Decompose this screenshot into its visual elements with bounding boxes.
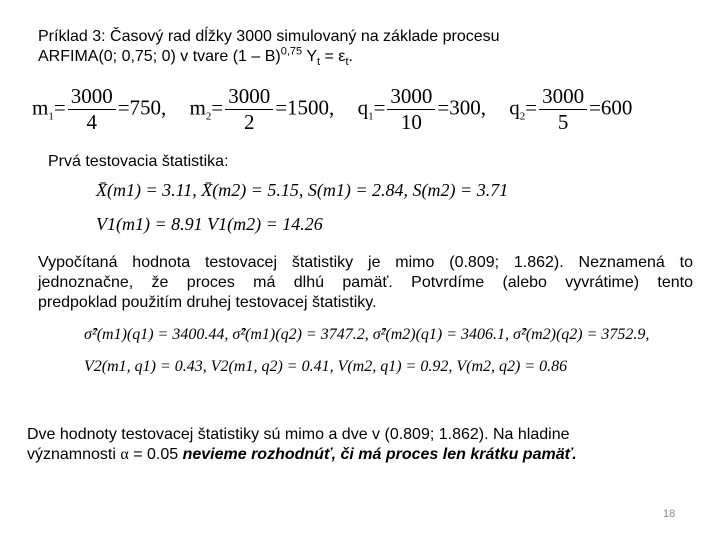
second-test-values-line: V2(m1, q1) = 0.43, V2(m1, q2) = 0.41, V(m2, q1) = 0.92, V(m2, q2) = 0.86 [84, 358, 568, 375]
alpha-symbol: α [120, 446, 129, 463]
formula-q1: $q_1=$ $\frac{3000}{10}$ =300, [357, 84, 486, 134]
title-line-2: ARFIMA(0; 0,75; 0) v tvare (1 – B)$^{0,75}$ $Y_t = \varepsilon_t$. [38, 45, 353, 69]
conclusion-paragraph: Dve hodnoty testovacej štatistiky sú mimo a dve v (0.809; 1.862). Na hladine významnosti α = 0.05 nevieme rozhodnúť, či má proces len krátku pamäť. [27, 426, 577, 463]
first-test-values-line: V1(m1) = 8.91 V1(m2) = 14.26 [96, 214, 323, 234]
first-test-stats-line: X̄(m1) = 3.11, X̄(m2) = 5.15, S(m1) = 2.84, S(m2) = 3.71 [96, 180, 509, 200]
second-test-variance-line: σ̂²(m1)(q1) = 3400.44, σ̂²(m1)(q2) = 3747.2, σ̂²(m2)(q1) = 3406.1, σ̂²(m2)(q2) = 3752.9, [84, 326, 650, 343]
first-test-heading: Prvá testovacia štatistika: [48, 153, 229, 170]
emphasis-text: nevieme rozhodnúť, či má proces len krátku pamäť. [182, 446, 577, 463]
formula-m2: $m_2=$ $\frac{3000}{2}$ =1500, [189, 84, 335, 134]
formula-q2: $q_2=$ $\frac{3000}{5}$ =600 [509, 84, 633, 134]
title-line-1: Príklad 3: Časový rad dĺžky 3000 simulovaný na základe procesu [38, 28, 500, 45]
example-label: Príklad 3 [38, 28, 102, 45]
fraction-formulas [32, 84, 712, 135]
interpretation-paragraph: Vypočítaná hodnota testovacej štatistiky je mimo (0.809; 1.862). Neznamená to jednoznačne, že proces má dlhú pamäť. Potvrdíme (alebo vyvrátime) tento predpoklad použitím druhej testovacej štatistiky. [38, 254, 693, 311]
page-number: 18 [663, 508, 676, 520]
formula-m1: $m_1=$ $\frac{3000}{4}$ =750, [32, 84, 167, 134]
slide-title [38, 27, 698, 67]
